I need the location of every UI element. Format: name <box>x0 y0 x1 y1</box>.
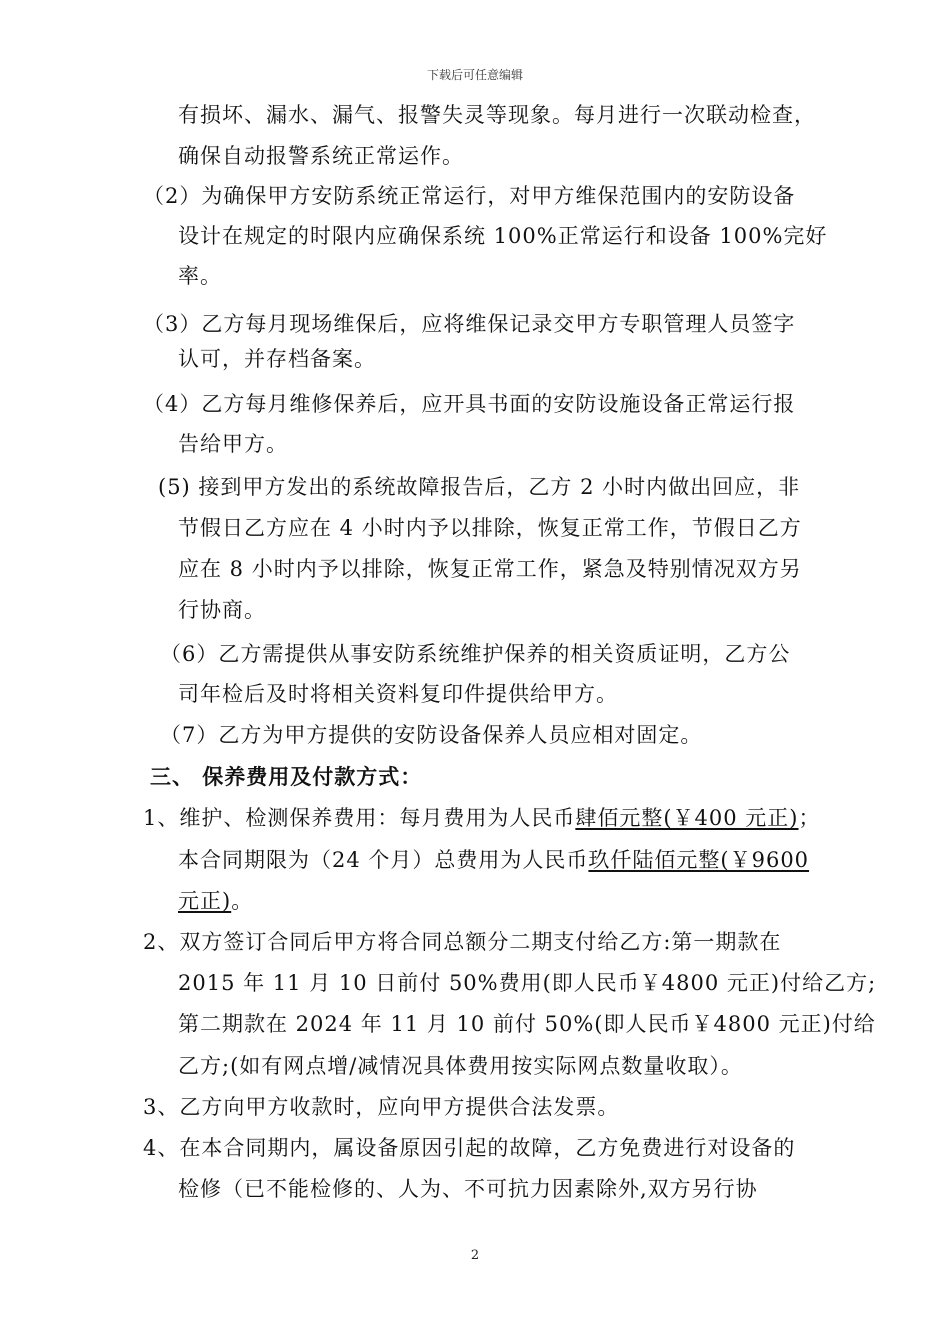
list-item-5: (5) 接到甲方发出的系统故障报告后，乙方 2 小时内做出回应，非 <box>158 475 801 499</box>
text-line: 告给甲方。 <box>178 432 288 456</box>
text-line: 应在 8 小时内予以排除，恢复正常工作，紧急及特别情况双方另 <box>178 557 802 581</box>
text-line <box>178 846 809 874</box>
text-line: 第二期款在 2024 年 11 月 10 前付 50%(即人民币￥4800 元正)付给 <box>178 1012 876 1036</box>
text-line: 确保自动报警系统正常运作。 <box>178 144 464 168</box>
clause-1 <box>143 804 821 832</box>
list-item-4: （4）乙方每月维修保养后，应开具书面的安防设施设备正常运行报 <box>143 392 796 416</box>
text-line <box>178 887 253 915</box>
text-line: 有损坏、漏水、漏气、报警失灵等现象。每月进行一次联动检查， <box>178 103 816 127</box>
text-line: 认可，并存档备案。 <box>178 347 376 371</box>
text-span: 本合同期限为（24 个月）总费用为人民币 <box>178 848 589 872</box>
text-span: ； <box>798 806 821 830</box>
text-line: 检修（已不能检修的、人为、不可抗力因素除外,双方另行协 <box>178 1177 758 1201</box>
list-item-2: （2）为确保甲方安防系统正常运行，对甲方维保范围内的安防设备 <box>143 184 796 208</box>
list-item-6: （6）乙方需提供从事安防系统维护保养的相关资质证明，乙方公 <box>160 642 791 666</box>
clause-2: 2、双方签订合同后甲方将合同总额分二期支付给乙方:第一期款在 <box>143 930 782 954</box>
page-number: 2 <box>470 1248 480 1263</box>
section-heading: 三、 保养费用及付款方式： <box>150 764 423 789</box>
text-line: 乙方;(如有网点增/减情况具体费用按实际网点数量收取）。 <box>178 1054 743 1078</box>
clause-3: 3、乙方向甲方收款时，应向甲方提供合法发票。 <box>143 1095 620 1119</box>
text-line: 行协商。 <box>178 598 266 622</box>
amount-total-cont: 元正) <box>178 889 232 913</box>
page-header: 下载后可任意编辑 <box>426 68 523 82</box>
text-line: 节假日乙方应在 4 小时内予以排除，恢复正常工作，节假日乙方 <box>178 516 802 540</box>
list-item-3: （3）乙方每月现场维保后，应将维保记录交甲方专职管理人员签字 <box>143 312 796 336</box>
text-line: 率。 <box>178 264 222 288</box>
amount-total: 玖仟陆佰元整(￥9600 <box>588 848 810 872</box>
text-line: 司年检后及时将相关资料复印件提供给甲方。 <box>178 682 618 706</box>
text-line: 2015 年 11 月 10 日前付 50%费用(即人民币￥4800 元正)付给乙方; <box>178 971 877 995</box>
clause-4: 4、在本合同期内，属设备原因引起的故障，乙方免费进行对设备的 <box>143 1136 796 1160</box>
text-span: 1、维护、检测保养费用：每月费用为人民币 <box>143 806 576 830</box>
text-line: 设计在规定的时限内应确保系统 100%正常运行和设备 100%完好 <box>178 224 828 248</box>
amount-monthly: 肆佰元整(￥400 元正) <box>575 806 799 830</box>
list-item-7: （7）乙方为甲方提供的安防设备保养人员应相对固定。 <box>160 723 703 747</box>
text-span: 。 <box>231 889 254 913</box>
